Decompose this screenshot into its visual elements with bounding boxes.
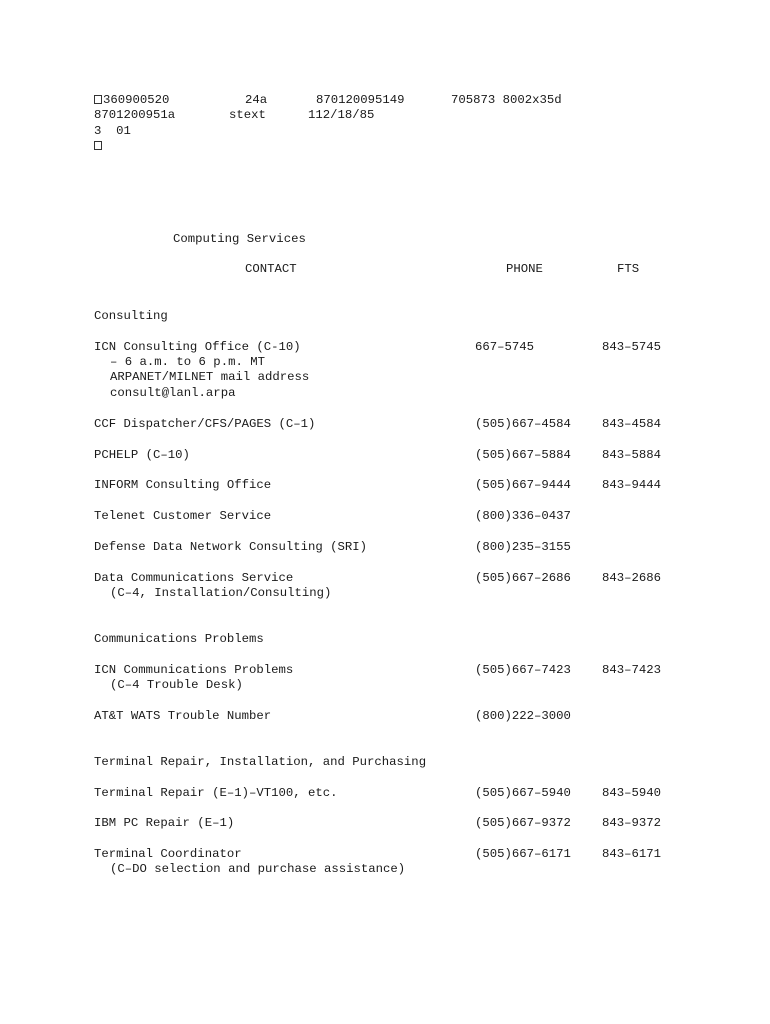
- entry-detail: (C–4 Trouble Desk): [110, 678, 243, 692]
- checkbox-glyph-icon: [94, 95, 102, 104]
- entry-phone: (505)667–7423: [475, 663, 571, 677]
- section-heading-consulting: Consulting: [94, 309, 168, 323]
- header-id: 360900520: [103, 93, 170, 107]
- entry-fts: 843–7423: [602, 663, 662, 677]
- entry-detail: (C–DO selection and purchase assistance): [110, 862, 406, 876]
- entry-phone: 667–5745: [475, 340, 535, 354]
- entry-fts: 843–6171: [602, 847, 662, 861]
- entry-name: Telenet Customer Service: [94, 509, 272, 523]
- entry-fts: 843–5745: [602, 340, 662, 354]
- entry-name: Terminal Coordinator: [94, 847, 242, 861]
- entry-phone: (505)667–5884: [475, 448, 571, 462]
- header-row-1: [94, 93, 169, 109]
- header-row-3: 3 01: [94, 124, 131, 138]
- entry-name: CCF Dispatcher/CFS/PAGES (C–1): [94, 417, 316, 431]
- header-row-4: [94, 139, 103, 155]
- entry-phone: (800)235–3155: [475, 540, 571, 554]
- entry-name: ICN Communications Problems: [94, 663, 294, 677]
- entry-phone: (505)667–9372: [475, 816, 571, 830]
- header-row2-type: stext: [229, 108, 266, 122]
- entry-name: ICN Consulting Office (C-10): [94, 340, 301, 354]
- entry-fts: 843–9372: [602, 816, 662, 830]
- entry-phone: (505)667–4584: [475, 417, 571, 431]
- entry-name: PCHELP (C–10): [94, 448, 190, 462]
- header-row2-id: 8701200951a: [94, 108, 176, 122]
- entry-fts: 843–5884: [602, 448, 662, 462]
- entry-fts: 843–9444: [602, 478, 662, 492]
- column-header-phone: PHONE: [506, 262, 543, 276]
- entry-name: INFORM Consulting Office: [94, 478, 272, 492]
- header-tail: 705873 8002x35d: [451, 93, 562, 107]
- header-num: 870120095149: [316, 93, 405, 107]
- entry-detail: (C–4, Installation/Consulting): [110, 586, 332, 600]
- column-header-contact: CONTACT: [245, 262, 297, 276]
- entry-fts: 843–5940: [602, 786, 662, 800]
- header-code: 24a: [245, 93, 268, 107]
- entry-fts: 843–4584: [602, 417, 662, 431]
- entry-phone: (505)667–5940: [475, 786, 571, 800]
- entry-phone: (800)336–0437: [475, 509, 571, 523]
- entry-phone: (800)222–3000: [475, 709, 571, 723]
- entry-detail: ARPANET/MILNET mail address: [110, 370, 310, 384]
- entry-phone: (505)667–2686: [475, 571, 571, 585]
- entry-detail: consult@lanl.arpa: [110, 386, 236, 400]
- entry-phone: (505)667–6171: [475, 847, 571, 861]
- entry-name: Data Communications Service: [94, 571, 294, 585]
- entry-name: Terminal Repair (E–1)–VT100, etc.: [94, 786, 338, 800]
- section-heading-terminal: Terminal Repair, Installation, and Purchasing: [94, 755, 427, 769]
- entry-detail: – 6 a.m. to 6 p.m. MT: [110, 355, 265, 369]
- column-header-fts: FTS: [617, 262, 640, 276]
- entry-phone: (505)667–9444: [475, 478, 571, 492]
- entry-name: AT&T WATS Trouble Number: [94, 709, 272, 723]
- entry-fts: 843–2686: [602, 571, 662, 585]
- checkbox-glyph-icon: [94, 141, 102, 150]
- header-row2-date: 112/18/85: [308, 108, 375, 122]
- page-title: Computing Services: [173, 232, 306, 246]
- entry-name: IBM PC Repair (E–1): [94, 816, 235, 830]
- entry-name: Defense Data Network Consulting (SRI): [94, 540, 368, 554]
- section-heading-communications: Communications Problems: [94, 632, 264, 646]
